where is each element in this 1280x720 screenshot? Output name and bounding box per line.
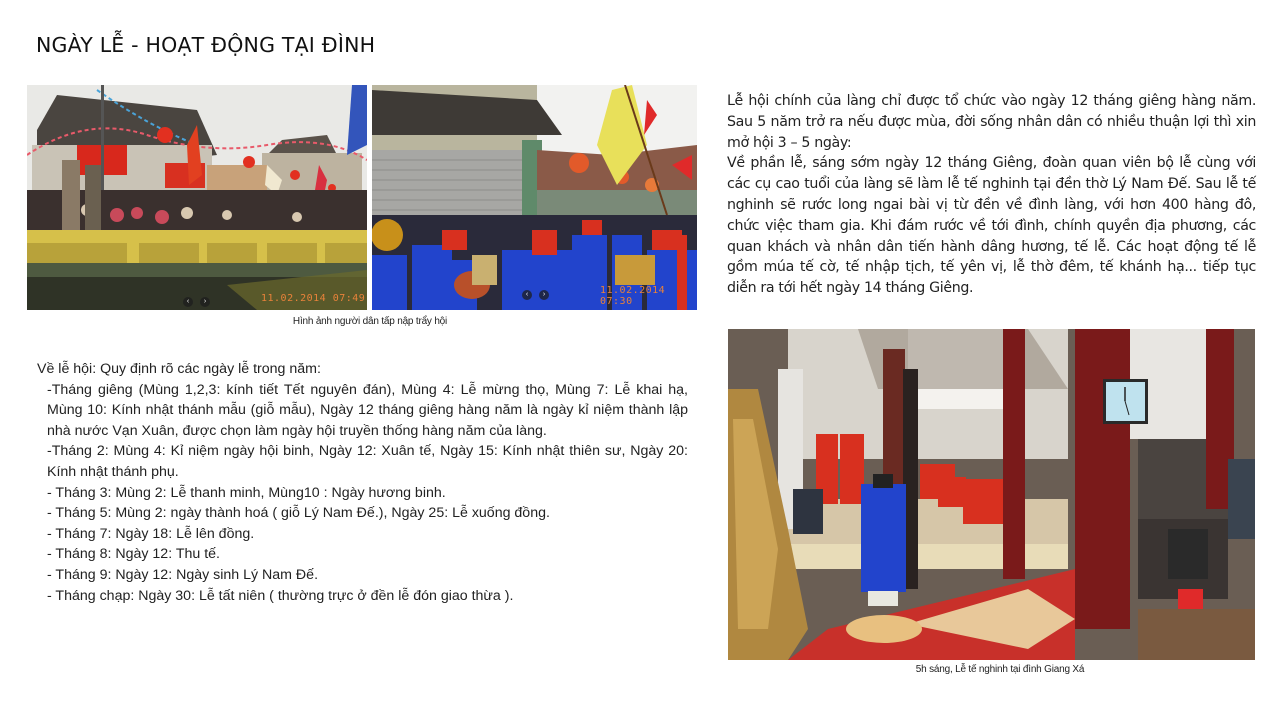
- calendar-item-thang-8: - Tháng 8: Ngày 12: Thu tế.: [47, 546, 220, 563]
- photo-ceremony-interior: [728, 329, 1255, 660]
- festival-calendar: [37, 359, 688, 606]
- photo-crowd-at-pond: [27, 85, 367, 310]
- photo-timestamp: 11.02.2014 07:30: [600, 285, 666, 307]
- photo-caption-ceremony: 5h sáng, Lễ tế nghinh tại đình Giang Xá: [915, 664, 1085, 675]
- photo-timestamp: 11.02.2014 07:49: [261, 293, 366, 304]
- crowd-photo-illustration: [27, 85, 367, 310]
- calendar-item-thang-2: -Tháng 2: Mùng 4: Kỉ niệm ngày hội binh, Ngày 12: Xuân tế, Ngày 15: Kính nhật thiên sư, Ngày 20: Kính nhật thánh phụ.: [47, 443, 688, 480]
- photo-procession: [372, 85, 697, 310]
- photo-caption-crowd: Hình ảnh người dân tấp nập trẩy hội: [292, 316, 448, 327]
- carousel-prev-icon[interactable]: ‹: [183, 297, 193, 307]
- ceremony-photo-illustration: [728, 329, 1255, 660]
- calendar-heading: Về lễ hội: Quy định rõ các ngày lễ trong năm:: [37, 361, 321, 377]
- calendar-item-thang-9: - Tháng 9: Ngày 12: Ngày sinh Lý Nam Đế.: [47, 566, 319, 583]
- calendar-item-thang-gieng: -Tháng giêng (Mùng 1,2,3: kính tiết Tết nguyên đán), Mùng 4: Lễ mừng thọ, Mùng 7: Lễ khai hạ, Mùng 10: Kính nhật thánh mẫu (giỗ mẫu), Ngày 12 tháng giêng hàng năm là ngày kỉ niệm thành lập nhà nước Vạn Xuân, được chọn làm ngày hội truyền thống hàng năm của làng.: [47, 381, 688, 439]
- calendar-item-thang-7: - Tháng 7: Ngày 18: Lễ lên đồng.: [47, 525, 255, 542]
- carousel-next-icon[interactable]: ›: [200, 297, 210, 307]
- calendar-item-thang-5: - Tháng 5: Mùng 2: ngày thành hoá ( giỗ Lý Nam Đế.), Ngày 25: Lễ xuống đồng.: [47, 505, 550, 522]
- calendar-item-thang-chap: - Tháng chạp: Ngày 30: Lễ tất niên ( thường trực ở đền lễ đón giao thừa ).: [47, 587, 514, 604]
- festival-intro-paragraph: Lễ hội chính của làng chỉ được tổ chức vào ngày 12 tháng giêng hàng năm. Sau 5 năm trở ra nếu được mùa, đời sống nhân dân có nhiều thuận lợi thì xin mở hội 3 – 5 ngày:: [727, 93, 1256, 151]
- carousel-prev-icon[interactable]: ‹: [522, 290, 532, 300]
- ritual-paragraph: Về phần lễ, sáng sớm ngày 12 tháng Giêng, đoàn quan viên bộ lễ cùng với các cụ cao tuổi của làng sẽ làm lễ tế nghinh tại đền thờ Lý Nam Đế. Sau lễ tế nghinh sẽ rước long ngai bài vị từ đền về đình làng, với hơn 400 hàng đô, chức việc tham gia. Khi đám rước về tới đình, chính quyền địa phương, các quan khách và nhân dân tiến hành dâng hương, tế lễ. Các hoạt động tế lễ gồm múa tế cờ, tế nhập tịch, tế yên vị, lễ thờ đêm, tế khánh hạ... tiếp tục diễn ra tới hết ngày 14 tháng Giêng.: [727, 155, 1256, 297]
- festival-description: [727, 91, 1256, 299]
- slide-title: NGÀY LỄ - HOẠT ĐỘNG TẠI ĐÌNH: [36, 33, 376, 57]
- procession-photo-illustration: [372, 85, 697, 310]
- carousel-next-icon[interactable]: ›: [539, 290, 549, 300]
- calendar-item-thang-3: - Tháng 3: Mùng 2: Lễ thanh minh, Mùng10 : Ngày hương binh.: [47, 484, 446, 501]
